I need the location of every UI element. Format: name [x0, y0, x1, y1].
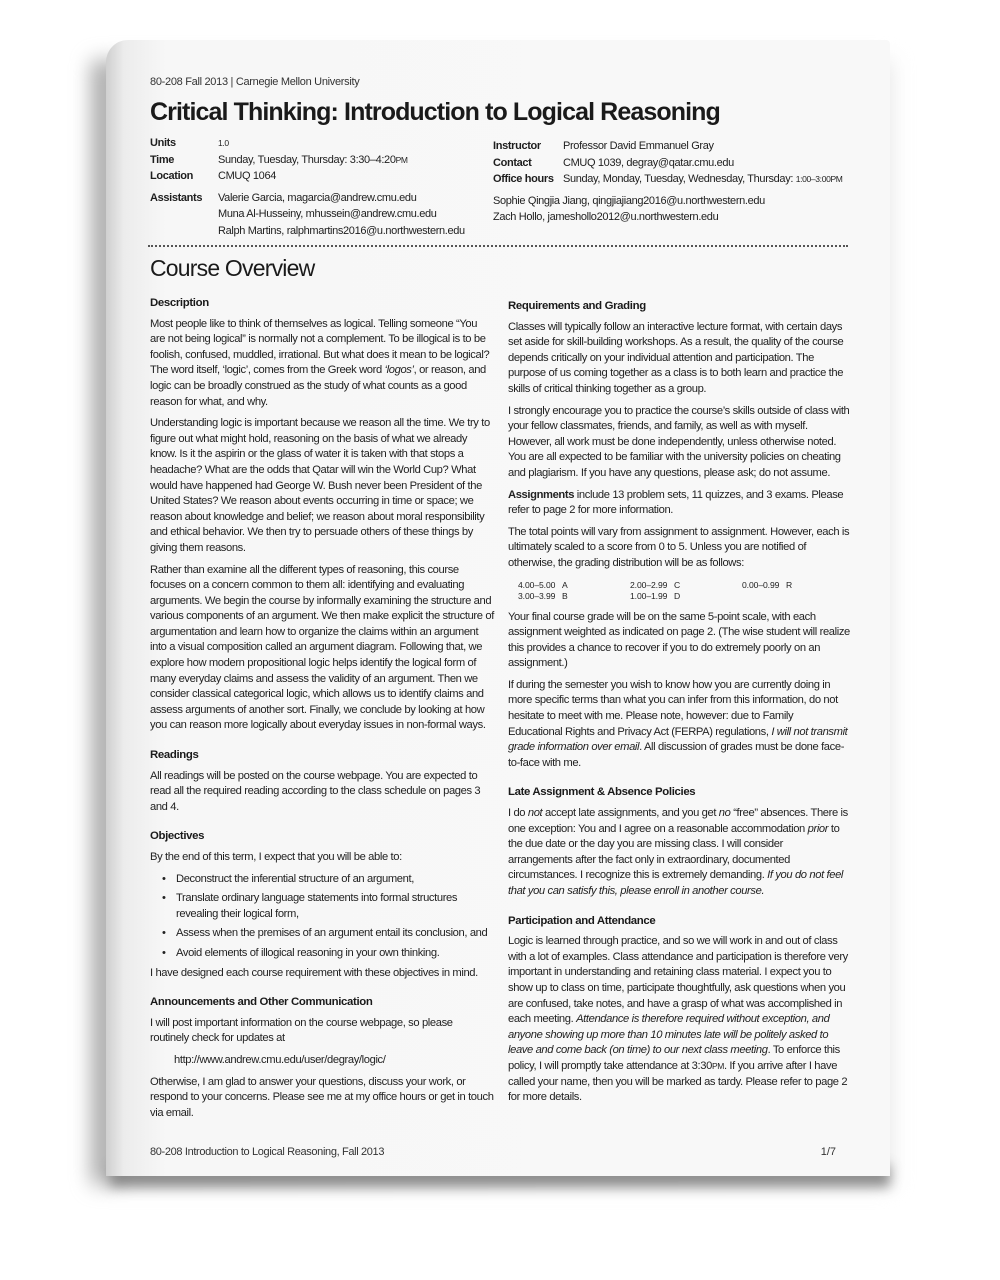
units-label: Units — [150, 137, 176, 149]
time-suffix: PM — [395, 154, 408, 165]
spacer — [150, 821, 494, 829]
text-run: Most people like to think of themselves as logical. Telling someone “You are not being logical” is normally not a complement. To be illogical is to be foolish, confused, muddled, irrational. But what does it mean to be logical? The word itself, ‘logic’, comes from the Greek word — [150, 317, 490, 377]
bullet-icon: • — [162, 892, 166, 905]
grade-range: 1.00–1.99 — [630, 590, 668, 601]
contact-row — [493, 155, 850, 172]
text-run: I do — [508, 807, 528, 820]
emphasis-text: ‘logos’ — [384, 364, 414, 377]
assistant-entry: Muna Al-Husseiny, mhussein@andrew.cmu.edu — [218, 208, 437, 220]
late-policy-paragraph — [508, 806, 850, 900]
office-hours-suffix: PM — [830, 174, 843, 184]
right-column — [508, 299, 850, 1112]
objective-text: Assess when the premises of an argument entail its conclusion, and — [176, 927, 488, 940]
readings-heading: Readings — [150, 749, 199, 762]
time-row — [150, 152, 490, 169]
objectives-outro: I have designed each course requirement with these objectives in mind. — [150, 966, 478, 979]
description-paragraph — [150, 317, 494, 411]
participation-paragraph — [508, 934, 850, 1106]
assignments-text: include 13 problem sets, 11 quizzes, and 3 exams. Please refer to page 2 for more information. — [508, 488, 844, 517]
grade-row — [630, 580, 742, 591]
assistant-entry: Sophie Qingjia Jiang, qingjiajiang2016@u.northwestern.edu — [493, 194, 765, 207]
grade-letter: C — [674, 579, 681, 590]
objective-text: Translate ordinary language statements into formal structures revealing their logical form, — [176, 892, 458, 920]
grade-row — [742, 580, 854, 591]
footer-course-title: 80-208 Introduction to Logical Reasoning, Fall 2013 — [150, 1146, 385, 1158]
bullet-icon: • — [162, 927, 166, 940]
spacer — [150, 987, 494, 995]
course-info-right — [493, 138, 850, 226]
office-hours-time: 1:00–3:00 — [795, 174, 831, 184]
spacer — [508, 777, 850, 785]
assistants-list-right — [493, 193, 850, 226]
time-label: Time — [150, 153, 175, 166]
ferpa-paragraph — [508, 678, 850, 772]
time-value: Sunday, Tuesday, Thursday: 3:30–4:20 — [218, 153, 396, 166]
assistants-row — [150, 190, 490, 240]
assistants-label: Assistants — [150, 191, 203, 204]
grade-row — [518, 591, 630, 602]
course-webpage-link[interactable]: http://www.andrew.cmu.edu/user/degray/logic/ — [174, 1053, 386, 1066]
text-run: . If you arrive after I have called your name, then you will be marked as tardy. Please refer to page 2 for more details. — [508, 1059, 848, 1104]
page-content — [150, 40, 850, 1176]
document-page — [106, 40, 890, 1176]
grade-letter: D — [674, 590, 681, 601]
location-row — [150, 168, 490, 185]
grade-row — [518, 580, 630, 591]
announcements-heading: Announcements and Other Communication — [150, 996, 373, 1009]
description-heading: Description — [150, 297, 209, 309]
emphasis-text: not — [527, 807, 543, 820]
spacer — [508, 906, 850, 914]
time-suffix: PM — [711, 1060, 724, 1071]
requirements-paragraph: Classes will typically follow an interactive lecture format, with certain days set aside for skill-building workshops. As a result, the quality of the course depends critically on your individual attention and participation. The purpose of us coming together as a class is to both learn and practice the skills of critical thinking together as a group. — [508, 320, 844, 395]
contact-value: CMUQ 1039, degray@qatar.cmu.edu — [563, 156, 734, 169]
emphasis-text: I will not transmit grade information over email — [508, 725, 848, 754]
page-title: Critical Thinking: Introduction to Logical Reasoning — [150, 98, 720, 126]
assistant-entry: Zach Hollo, jameshollo2012@u.northwestern.edu — [493, 211, 719, 223]
readings-text: All readings will be posted on the course webpage. You are expected to read all the required reading according to the class schedule on pages 3 and 4. — [150, 769, 481, 813]
assignments-label: Assignments — [508, 488, 575, 501]
course-info-left — [150, 135, 490, 239]
requirements-heading: Requirements and Grading — [508, 300, 646, 312]
grade-distribution-table — [518, 580, 850, 602]
grade-range: 2.00–2.99 — [630, 579, 668, 590]
emphasis-text: prior — [807, 822, 829, 835]
text-run: accept late assignments, and you get — [542, 807, 719, 820]
emphasis-text: Attendance is therefore required without exception, and anyone showing up more than 10 minutes late will be politely asked to leave and come back (on time) to our next class meeting — [508, 1013, 830, 1057]
assistants-list — [218, 190, 465, 240]
objective-item — [150, 926, 494, 942]
grade-row — [630, 591, 742, 602]
objectives-heading: Objectives — [150, 830, 205, 843]
final-grade-paragraph: Your final course grade will be on the same 5-point scale, with each assignment weighted as indicated on page 2. (The wise student will realize this provides a chance to recover if you to do extremely poorly on an assignment.) — [508, 610, 850, 670]
assistant-entry: Ralph Martins, ralphmartins2016@u.northwestern.edu — [218, 224, 465, 237]
grade-letter: A — [562, 579, 568, 590]
requirements-paragraph: I strongly encourage you to practice the course’s skills outside of class with your fellow classmates, friends, and family, as well as with myself. However, all work must be done independently, unless otherwise noted. You are all expected to be familiar with the university policies on cheating and plagiarism. If you have any questions, please ask; do not assume. — [508, 404, 850, 479]
objective-text: Deconstruct the inferential structure of an argument, — [176, 872, 414, 885]
instructor-label: Instructor — [493, 140, 541, 152]
text-run: . To enforce this policy, I will promptly take attendance at 3:30 — [508, 1044, 840, 1072]
late-policy-heading: Late Assignment & Absence Policies — [508, 786, 696, 799]
units-row — [150, 135, 490, 152]
office-hours-label: Office hours — [493, 173, 554, 185]
course-line: 80-208 Fall 2013 | Carnegie Mellon University — [150, 76, 360, 88]
text-run: Logic is learned through practice, and so we will work in and out of class with a lot of examples. Class attendance and participation is therefore very important in understanding and retaining class material. I expect you to show up to class on time, participate thoughtfully, ask questions when you are confused, take notes, and have a grasp of what was accomplished in each meeting. — [508, 935, 848, 1026]
text-run: If during the semester you wish to know how you are currently doing in more specific terms than what you can infer from this information, do not hesitate to meet with me. Please note, however: due to Family Educational Rights and Privacy Act (FERPA) regulations, — [508, 678, 838, 738]
grade-range: 0.00–0.99 — [742, 579, 780, 590]
office-hours-days: Sunday, Monday, Tuesday, Wednesday, Thursday: — [563, 173, 794, 185]
units-value: 1.0 — [218, 138, 229, 148]
text-run: , or reason, and logic can be broadly construed as the study of what counts as a good reason for what, and why. — [150, 364, 486, 408]
objectives-intro: By the end of this term, I expect that you will be able to: — [150, 851, 402, 863]
objective-item — [150, 891, 494, 922]
objective-item — [150, 946, 494, 962]
left-column — [150, 296, 494, 1127]
objective-text: Avoid elements of illogical reasoning in your own thinking. — [176, 946, 440, 959]
objectives-list — [150, 872, 494, 962]
grade-letter: B — [562, 590, 568, 601]
points-paragraph: The total points will vary from assignment to assignment. However, each is ultimately scaled to a score from 0 to 5. Unless you are notified of otherwise, the grading distribution will be as follows: — [508, 525, 850, 569]
objective-item — [150, 872, 494, 888]
assignments-paragraph — [508, 488, 850, 519]
text-run: . All discussion of grades must be done face-to-face with me. — [508, 741, 845, 769]
text-run: “free” absences. There is one exception: You and I agree on a reasonable accommodation — [508, 807, 848, 835]
bullet-icon: • — [162, 872, 166, 885]
emphasis-text: no — [718, 807, 731, 820]
page-number: 1/7 — [820, 1146, 836, 1158]
instructor-value: Professor David Emmanuel Gray — [563, 140, 714, 152]
emphasis-text: If you do not feel that you can satisfy this, please enroll in another course. — [508, 869, 844, 897]
announcements-outro: Otherwise, I am glad to answer your questions, discuss your work, or respond to your concerns. Please see me at my office hours or get in touch via email. — [150, 1075, 494, 1119]
bullet-icon: • — [162, 946, 166, 959]
grade-range: 3.00–3.99 — [518, 590, 556, 601]
description-paragraph: Rather than examine all the different types of reasoning, this course focuses on a concern common to them all: identifying and evaluating arguments. We begin the course by informally examining the structure and various components of an argument. We then make explicit the structure of argumentation and learn how to organize the claims within an argument into a visual composition called an argument diagram. Following that, we explore how modern propositional logic helps identify the logical form of many everyday claims and assess the validity of an argument. Then we consider classical categorical logic, which allows us to identify claims and assess arguments of another sort. Finally, we conclude by looking at how you can reason more logically about everyday issues in non-formal ways. — [150, 563, 494, 732]
header-divider — [148, 245, 848, 247]
description-paragraph: Understanding logic is important because we reason all the time. We try to figure out what might hold, reasoning on the basis of what we already know. Is it the aspirin or the glass of water it is taken with that stops a headache? What are the odds that Qatar will win the World Cup? What would have happened had George W. Bush never been President of the United States? We reason about events occurring in time or space; we reason about knowledge and belief; we reason about moral responsibility and ethical behavior. We then try to persuade others of these things by giving them reasons. — [150, 417, 490, 554]
location-value: CMUQ 1064 — [218, 170, 276, 182]
participation-heading: Participation and Attendance — [508, 914, 656, 927]
text-run: to the due date or the day you are missing class. I will consider arrangements after the fact only in extraordinary, documented circumstances. I recognize this is extremely demanding. — [508, 822, 840, 882]
location-label: Location — [150, 170, 194, 182]
spacer — [150, 740, 494, 748]
grade-letter: R — [786, 579, 793, 590]
assistant-entry: Valerie Garcia, magarcia@andrew.cmu.edu — [218, 191, 417, 204]
instructor-row — [493, 138, 850, 155]
grade-range: 4.00–5.00 — [518, 579, 556, 590]
contact-label: Contact — [493, 156, 532, 169]
announcements-text: I will post important information on the course webpage, so please routinely check for updates at — [150, 1016, 453, 1045]
office-hours-row — [493, 171, 850, 188]
course-overview-heading: Course Overview — [150, 255, 315, 281]
